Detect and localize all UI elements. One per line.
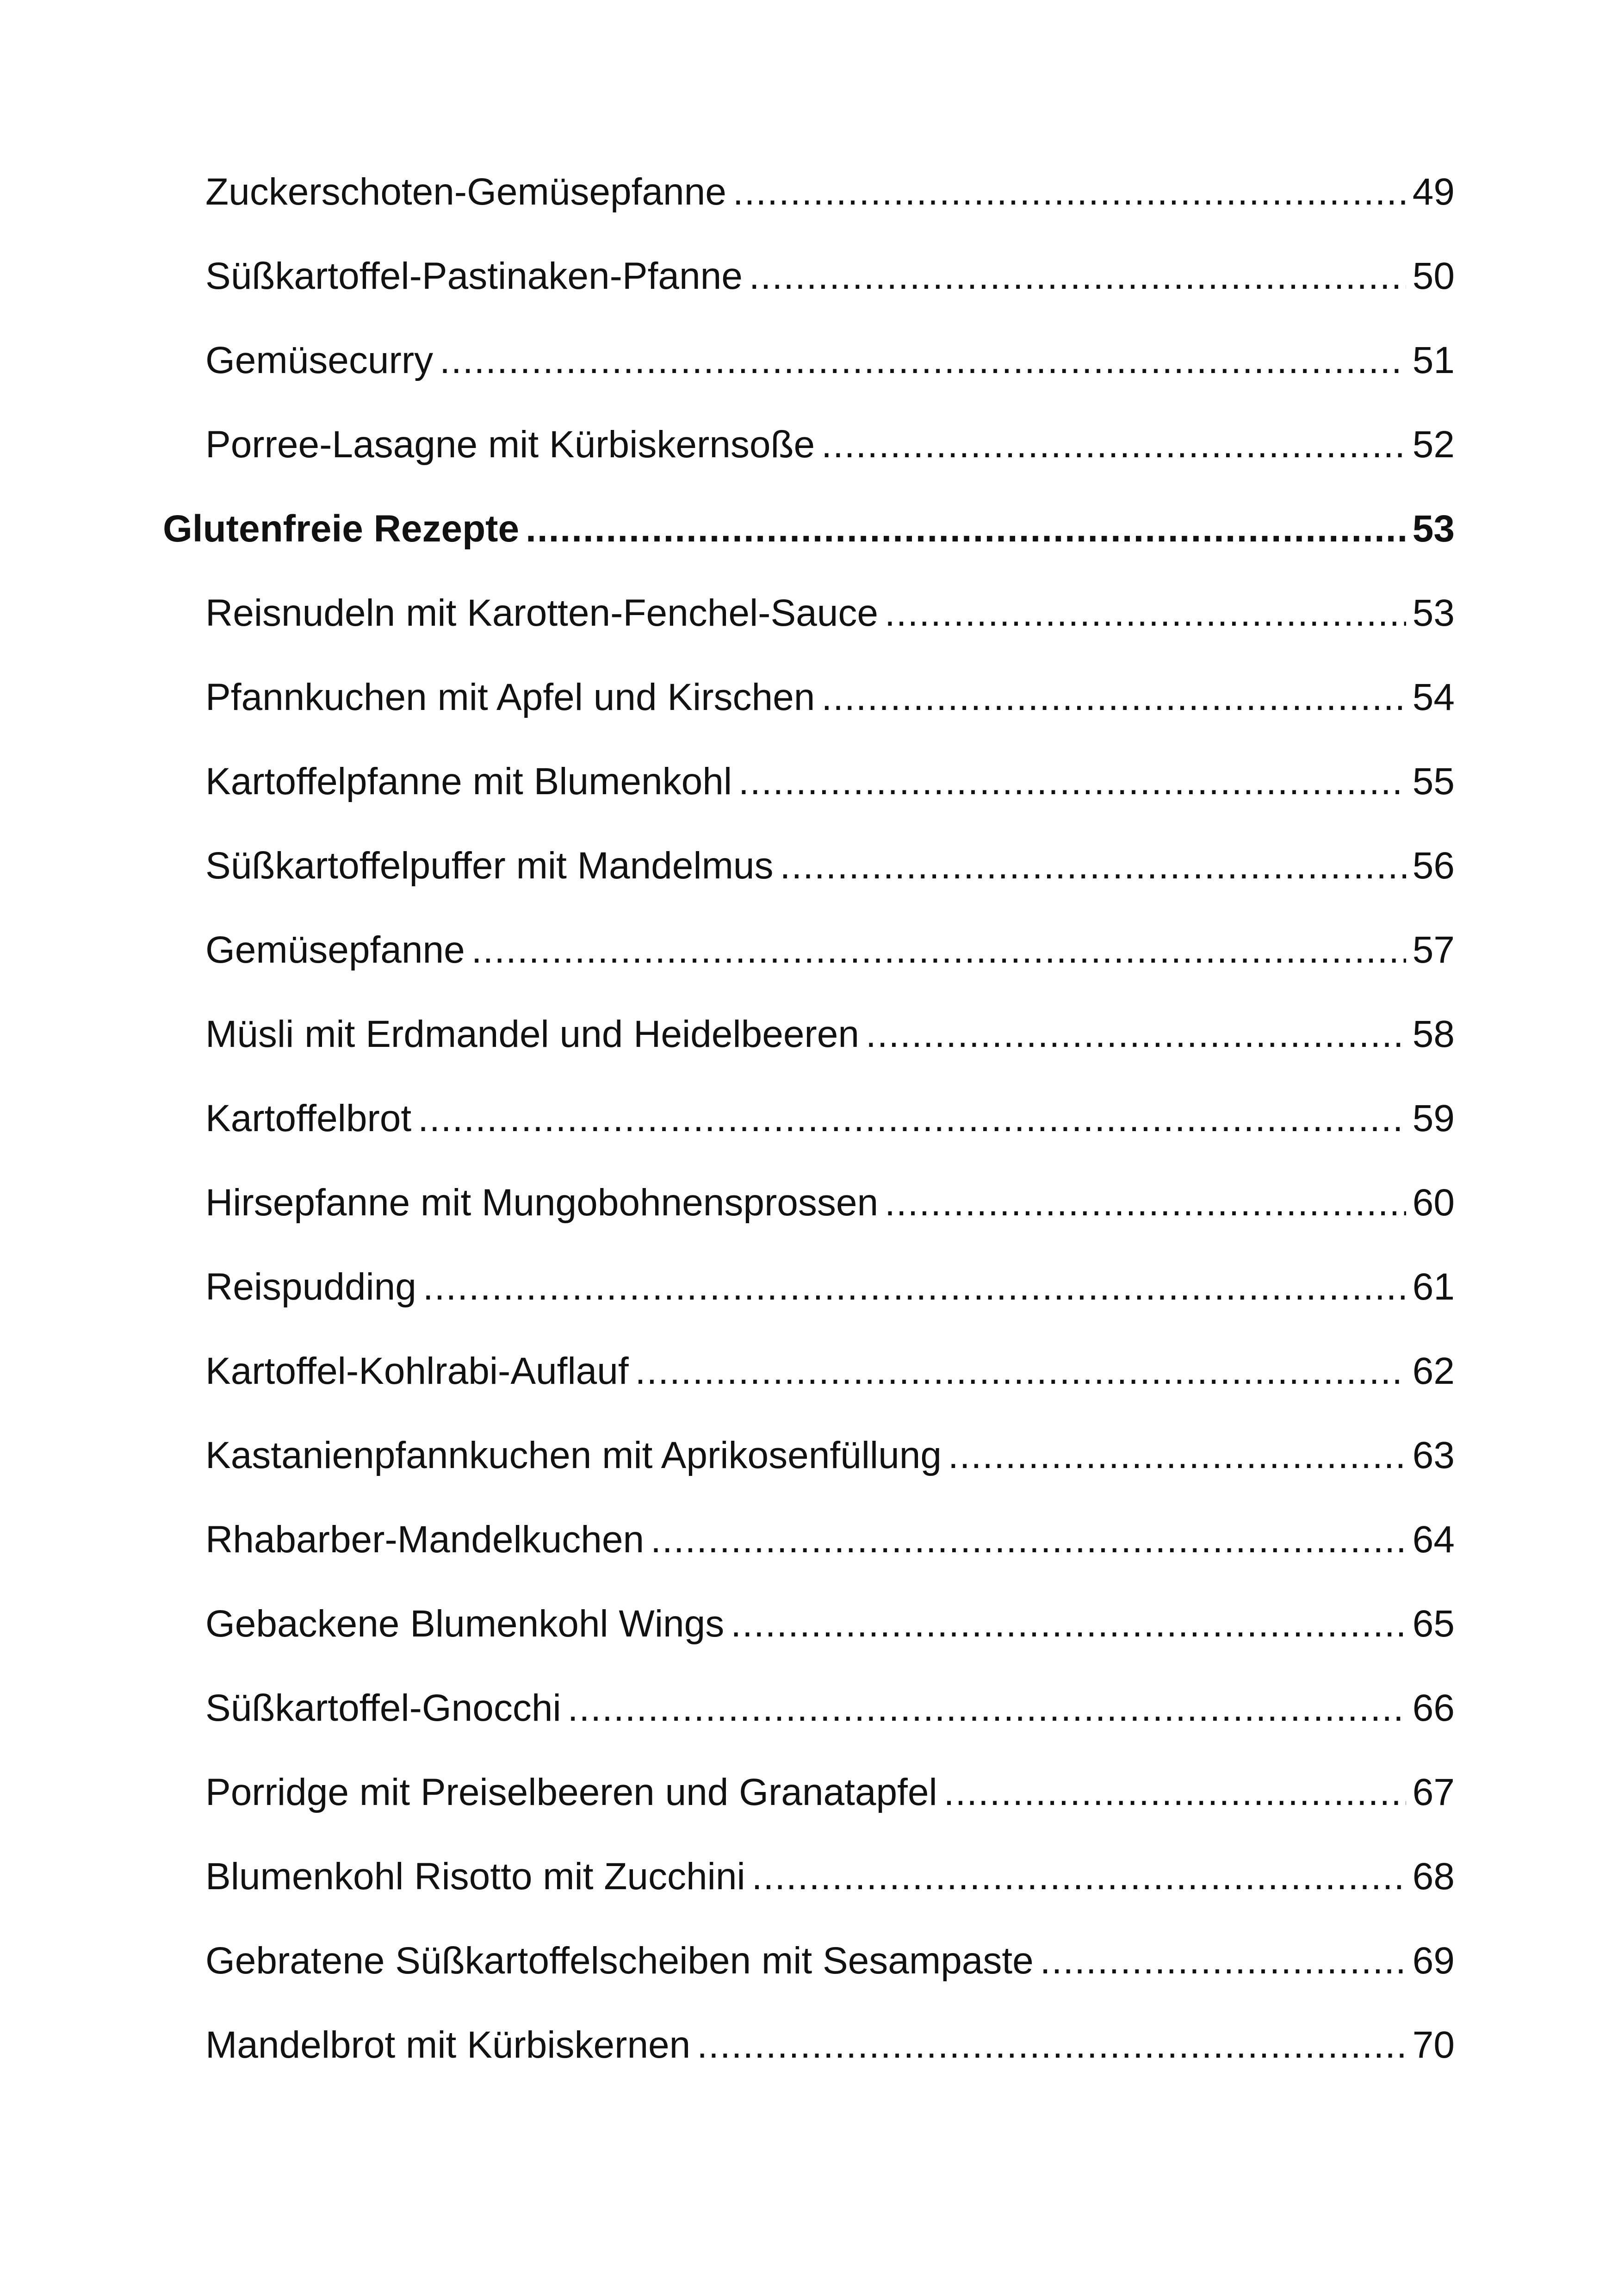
toc-entry-page-number: 70 xyxy=(1412,2024,1455,2066)
dot-leader xyxy=(471,920,1406,980)
toc-entry-title: Gebackene Blumenkohl Wings xyxy=(205,1603,725,1645)
dot-leader xyxy=(440,330,1406,391)
table-of-contents xyxy=(163,162,1455,2099)
toc-entry-rhabarber-mandelkuchen[interactable] xyxy=(163,1510,1455,1594)
toc-entry-title: Süßkartoffel-Pastinaken-Pfanne xyxy=(205,255,743,297)
dot-leader xyxy=(733,162,1406,222)
toc-entry-page-number: 57 xyxy=(1412,929,1455,971)
toc-entry-title: Gemüsepfanne xyxy=(205,929,465,971)
dot-leader xyxy=(780,836,1406,896)
toc-entry-page-number: 56 xyxy=(1412,845,1455,887)
toc-entry-title: Mandelbrot mit Kürbiskernen xyxy=(205,2024,691,2066)
toc-section-page-number: 53 xyxy=(1412,508,1455,550)
dot-leader xyxy=(526,499,1406,559)
toc-entry-kastanienpfannkuchen[interactable] xyxy=(163,1425,1455,1510)
toc-entry-page-number: 69 xyxy=(1412,1940,1455,1982)
toc-entry-page-number: 60 xyxy=(1412,1182,1455,1224)
toc-entry-title: Kastanienpfannkuchen mit Aprikosenfüllung xyxy=(205,1434,942,1476)
dot-leader xyxy=(568,1678,1406,1738)
toc-entry-blumenkohl-wings[interactable] xyxy=(163,1594,1455,1678)
toc-entry-page-number: 65 xyxy=(1412,1603,1455,1645)
toc-entry-title: Hirsepfanne mit Mungobohnensprossen xyxy=(205,1182,879,1224)
toc-entry-page-number: 59 xyxy=(1412,1097,1455,1139)
toc-entry-kartoffel-kohlrabi-auflauf[interactable] xyxy=(163,1341,1455,1425)
toc-entry-page-number: 53 xyxy=(1412,592,1455,634)
toc-entry-page-number: 64 xyxy=(1412,1518,1455,1561)
toc-entry-blumenkohl-risotto[interactable] xyxy=(163,1847,1455,1931)
toc-entry-title: Reisnudeln mit Karotten-Fenchel-Sauce xyxy=(205,592,878,634)
toc-entry-title: Blumenkohl Risotto mit Zucchini xyxy=(205,1855,745,1898)
toc-entry-kartoffelpfanne-blumenkohl[interactable] xyxy=(163,752,1455,836)
dot-leader xyxy=(731,1594,1406,1654)
dot-leader xyxy=(651,1510,1406,1570)
dot-leader xyxy=(697,2015,1406,2075)
toc-entry-porree-lasagne[interactable] xyxy=(163,415,1455,499)
toc-entry-page-number: 50 xyxy=(1412,255,1455,297)
toc-entry-zuckerschoten-gemuesepfanne[interactable] xyxy=(163,162,1455,246)
dot-leader xyxy=(948,1425,1406,1486)
toc-entry-mandelbrot[interactable] xyxy=(163,2015,1455,2099)
dot-leader xyxy=(738,752,1406,812)
toc-entry-title: Gemüsecurry xyxy=(205,339,434,381)
dot-leader xyxy=(423,1257,1406,1317)
dot-leader xyxy=(821,415,1406,475)
toc-entry-title: Porree-Lasagne mit Kürbiskernsoße xyxy=(205,423,815,466)
toc-entry-page-number: 68 xyxy=(1412,1855,1455,1898)
toc-entry-page-number: 62 xyxy=(1412,1350,1455,1392)
toc-section-title: Glutenfreie Rezepte xyxy=(163,508,520,550)
toc-entry-title: Kartoffelpfanne mit Blumenkohl xyxy=(205,760,732,803)
toc-section-glutenfreie-rezepte[interactable] xyxy=(163,499,1455,583)
dot-leader xyxy=(866,1004,1406,1064)
toc-entry-page-number: 61 xyxy=(1412,1266,1455,1308)
dot-leader xyxy=(418,1089,1406,1149)
dot-leader xyxy=(885,1173,1406,1233)
toc-entry-title: Kartoffel-Kohlrabi-Auflauf xyxy=(205,1350,629,1392)
toc-entry-muesli[interactable] xyxy=(163,1004,1455,1089)
toc-entry-title: Süßkartoffelpuffer mit Mandelmus xyxy=(205,845,774,887)
dot-leader xyxy=(635,1341,1406,1401)
toc-entry-reisnudeln[interactable] xyxy=(163,583,1455,667)
toc-entry-page-number: 54 xyxy=(1412,676,1455,718)
toc-entry-page-number: 63 xyxy=(1412,1434,1455,1476)
toc-entry-title: Zuckerschoten-Gemüsepfanne xyxy=(205,171,726,213)
toc-entry-suesskartoffel-pastinaken-pfanne[interactable] xyxy=(163,246,1455,330)
toc-entry-reispudding[interactable] xyxy=(163,1257,1455,1341)
toc-entry-title: Reispudding xyxy=(205,1266,416,1308)
toc-entry-title: Porridge mit Preiselbeeren und Granatapfel xyxy=(205,1771,937,1813)
toc-entry-title: Gebratene Süßkartoffelscheiben mit Sesampaste xyxy=(205,1940,1034,1982)
toc-entry-page-number: 58 xyxy=(1412,1013,1455,1055)
toc-entry-porridge[interactable] xyxy=(163,1762,1455,1847)
toc-entry-title: Kartoffelbrot xyxy=(205,1097,412,1139)
toc-entry-hirsepfanne[interactable] xyxy=(163,1173,1455,1257)
toc-entry-page-number: 67 xyxy=(1412,1771,1455,1813)
toc-entry-pfannkuchen-apfel-kirschen[interactable] xyxy=(163,667,1455,752)
dot-leader xyxy=(885,583,1406,643)
toc-entry-gemuesepfanne[interactable] xyxy=(163,920,1455,1004)
dot-leader xyxy=(821,667,1406,728)
dot-leader xyxy=(944,1762,1406,1823)
toc-entry-page-number: 51 xyxy=(1412,339,1455,381)
toc-entry-page-number: 49 xyxy=(1412,171,1455,213)
toc-entry-page-number: 55 xyxy=(1412,760,1455,803)
toc-entry-suesskartoffelpuffer[interactable] xyxy=(163,836,1455,920)
toc-entry-page-number: 52 xyxy=(1412,423,1455,466)
dot-leader xyxy=(752,1847,1406,1907)
toc-entry-gemuesecurry[interactable] xyxy=(163,330,1455,415)
toc-entry-suesskartoffelscheiben[interactable] xyxy=(163,1931,1455,2015)
toc-entry-page-number: 66 xyxy=(1412,1687,1455,1729)
toc-entry-title: Müsli mit Erdmandel und Heidelbeeren xyxy=(205,1013,859,1055)
toc-entry-title: Rhabarber-Mandelkuchen xyxy=(205,1518,645,1561)
toc-entry-title: Pfannkuchen mit Apfel und Kirschen xyxy=(205,676,815,718)
toc-entry-suesskartoffel-gnocchi[interactable] xyxy=(163,1678,1455,1762)
dot-leader xyxy=(749,246,1406,306)
toc-entry-title: Süßkartoffel-Gnocchi xyxy=(205,1687,561,1729)
toc-entry-kartoffelbrot[interactable] xyxy=(163,1089,1455,1173)
dot-leader xyxy=(1040,1931,1406,1991)
